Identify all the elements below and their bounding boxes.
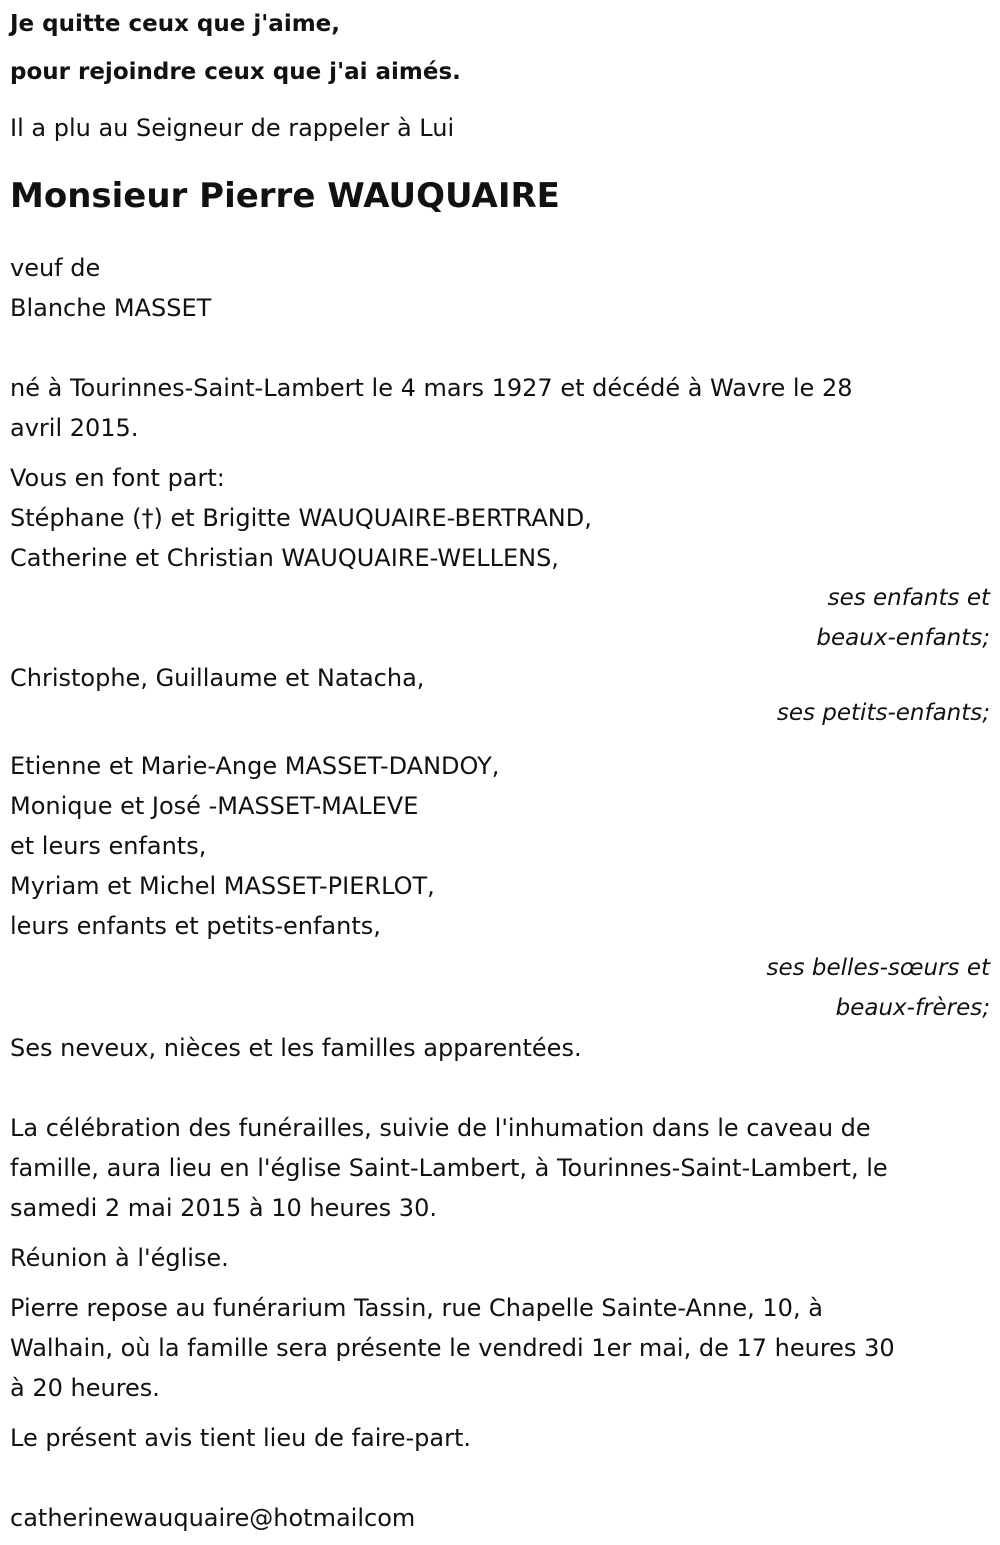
family-line: Christophe, Guillaume et Natacha, — [10, 664, 425, 692]
grandchildren-block — [10, 658, 990, 728]
relation-label: beaux-frères; — [835, 995, 990, 1021]
obituary-notice — [10, 0, 990, 1538]
extended-family: Ses neveux, nièces et les familles apparentées. — [10, 1034, 582, 1062]
visitation-line: Walhain, où la famille sera présente le vendredi 1er mai, de 17 heures 30 — [10, 1334, 895, 1362]
birth-death-line: né à Tourinnes-Saint-Lambert le 4 mars 1927 et décédé à Wavre le 28 — [10, 374, 853, 402]
widower-label: veuf de — [10, 254, 101, 282]
family-line: et leurs enfants, — [10, 832, 207, 860]
family-line: Monique et José -MASSET-MALEVE — [10, 792, 419, 820]
family-line: Myriam et Michel MASSET-PIERLOT, — [10, 872, 435, 900]
family-line: Stéphane (†) et Brigitte WAUQUAIRE-BERTRAND, — [10, 504, 592, 532]
intro-text: Il a plu au Seigneur de rappeler à Lui — [10, 114, 455, 142]
widower-block — [10, 248, 990, 328]
funeral-line: famille, aura lieu en l'église Saint-Lambert, à Tourinnes-Saint-Lambert, le — [10, 1154, 888, 1182]
relation-label: beaux-enfants; — [816, 625, 990, 651]
family-line: Catherine et Christian WAUQUAIRE-WELLENS, — [10, 544, 559, 572]
funeral-line: samedi 2 mai 2015 à 10 heures 30. — [10, 1194, 437, 1222]
epigraph-line: Je quitte ceux que j'aime, — [10, 11, 341, 37]
epigraph — [10, 0, 990, 96]
family-line: leurs enfants et petits-enfants, — [10, 912, 381, 940]
in-laws-block — [10, 746, 990, 1028]
funeral-line: La célébration des funérailles, suivie de l'inhumation dans le caveau de — [10, 1114, 871, 1142]
visitation-block — [10, 1288, 990, 1408]
spouse-name: Blanche MASSET — [10, 294, 212, 322]
meeting-note: Réunion à l'église. — [10, 1244, 229, 1272]
family-line: Etienne et Marie-Ange MASSET-DANDOY, — [10, 752, 500, 780]
relation-label: ses petits-enfants; — [776, 700, 990, 726]
notice-text: Le présent avis tient lieu de faire-part. — [10, 1424, 472, 1452]
birth-death-info — [10, 368, 990, 448]
epigraph-line: pour rejoindre ceux que j'ai aimés. — [10, 59, 461, 85]
announce-label: Vous en font part: — [10, 464, 225, 492]
visitation-line: à 20 heures. — [10, 1374, 160, 1402]
children-block — [10, 498, 990, 658]
birth-death-line: avril 2015. — [10, 414, 139, 442]
visitation-line: Pierre repose au funérarium Tassin, rue Chapelle Sainte-Anne, 10, à — [10, 1294, 823, 1322]
funeral-block — [10, 1108, 990, 1228]
relation-label: ses enfants et — [827, 585, 990, 611]
deceased-name: Monsieur Pierre WAUQUAIRE — [10, 176, 560, 216]
contact-email: catherinewauquaire@hotmailcom — [10, 1504, 416, 1532]
relation-label: ses belles-sœurs et — [766, 955, 990, 981]
